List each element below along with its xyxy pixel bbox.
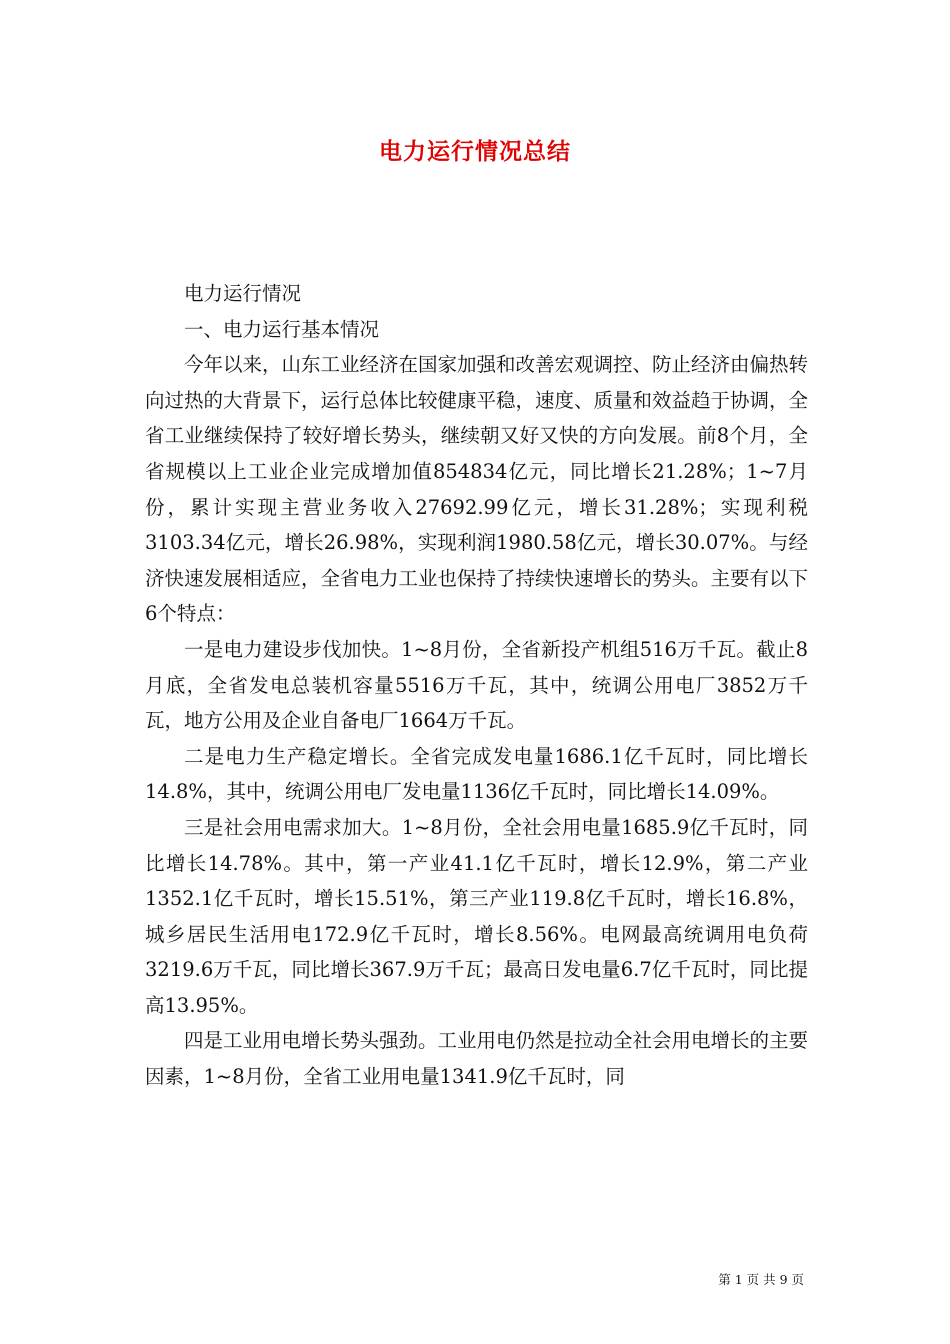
paragraph-overview: 今年以来，山东工业经济在国家加强和改善宏观调控、防止经济由偏热转向过热的大背景下，运行总体比较健康平稳，速度、质量和效益趋于协调，全省工业继续保持了较好增长势头，继续朝又好又快的方向发展。前8个月，全省规模以上工业企业完成增加值854834亿元，同比增长21.28%；1~7月份，累计实现主营业务收入27692.99亿元，增长31.28%；实现利税3103.34亿元，增长26.98%，实现利润1980.58亿元，增长30.07%。与经济快速发展相适应，全省电力工业也保持了持续快速增长的势头。主要有以下6个特点： bbox=[145, 353, 809, 626]
section-heading: 电力运行情况 bbox=[184, 282, 302, 305]
paragraph-point-3: 三是社会用电需求加大。1~8月份，全社会用电量1685.9亿千瓦时，同比增长14.78%。其中，第一产业41.1亿千瓦时，增长12.9%，第二产业1352.1亿千瓦时，增长15.51%，第三产业119.8亿千瓦时，增长16.8%，城乡居民生活用电172.9亿千瓦时，增长8.56%。电网最高统调用电负荷3219.6万千瓦，同比增长367.9万千瓦；最高日发电量6.7亿千瓦时，同比提高13.95%。 bbox=[145, 815, 808, 1017]
paragraph-point-4: 四是工业用电增长势头强劲。工业用电仍然是拉动全社会用电增长的主要因素，1~8月份，全省工业用电量1341.9亿千瓦时，同 bbox=[145, 1029, 809, 1089]
page-number-footer: 第 1 页 共 9 页 bbox=[718, 1272, 804, 1287]
subsection-heading: 一、电力运行基本情况 bbox=[184, 317, 380, 341]
document-body bbox=[145, 276, 808, 1095]
paragraph-point-2: 二是电力生产稳定增长。全省完成发电量1686.1亿千瓦时，同比增长14.8%，其中，统调公用电厂发电量1136亿千瓦时，同比增长14.09%。 bbox=[145, 744, 808, 804]
paragraph-point-1: 一是电力建设步伐加快。1~8月份，全省新投产机组516万千瓦。截止8月底，全省发电总装机容量5516万千瓦，其中，统调公用电厂3852万千瓦，地方公用及企业自备电厂1664万千瓦。 bbox=[145, 637, 808, 733]
document-title: 电力运行情况总结 bbox=[379, 138, 571, 165]
